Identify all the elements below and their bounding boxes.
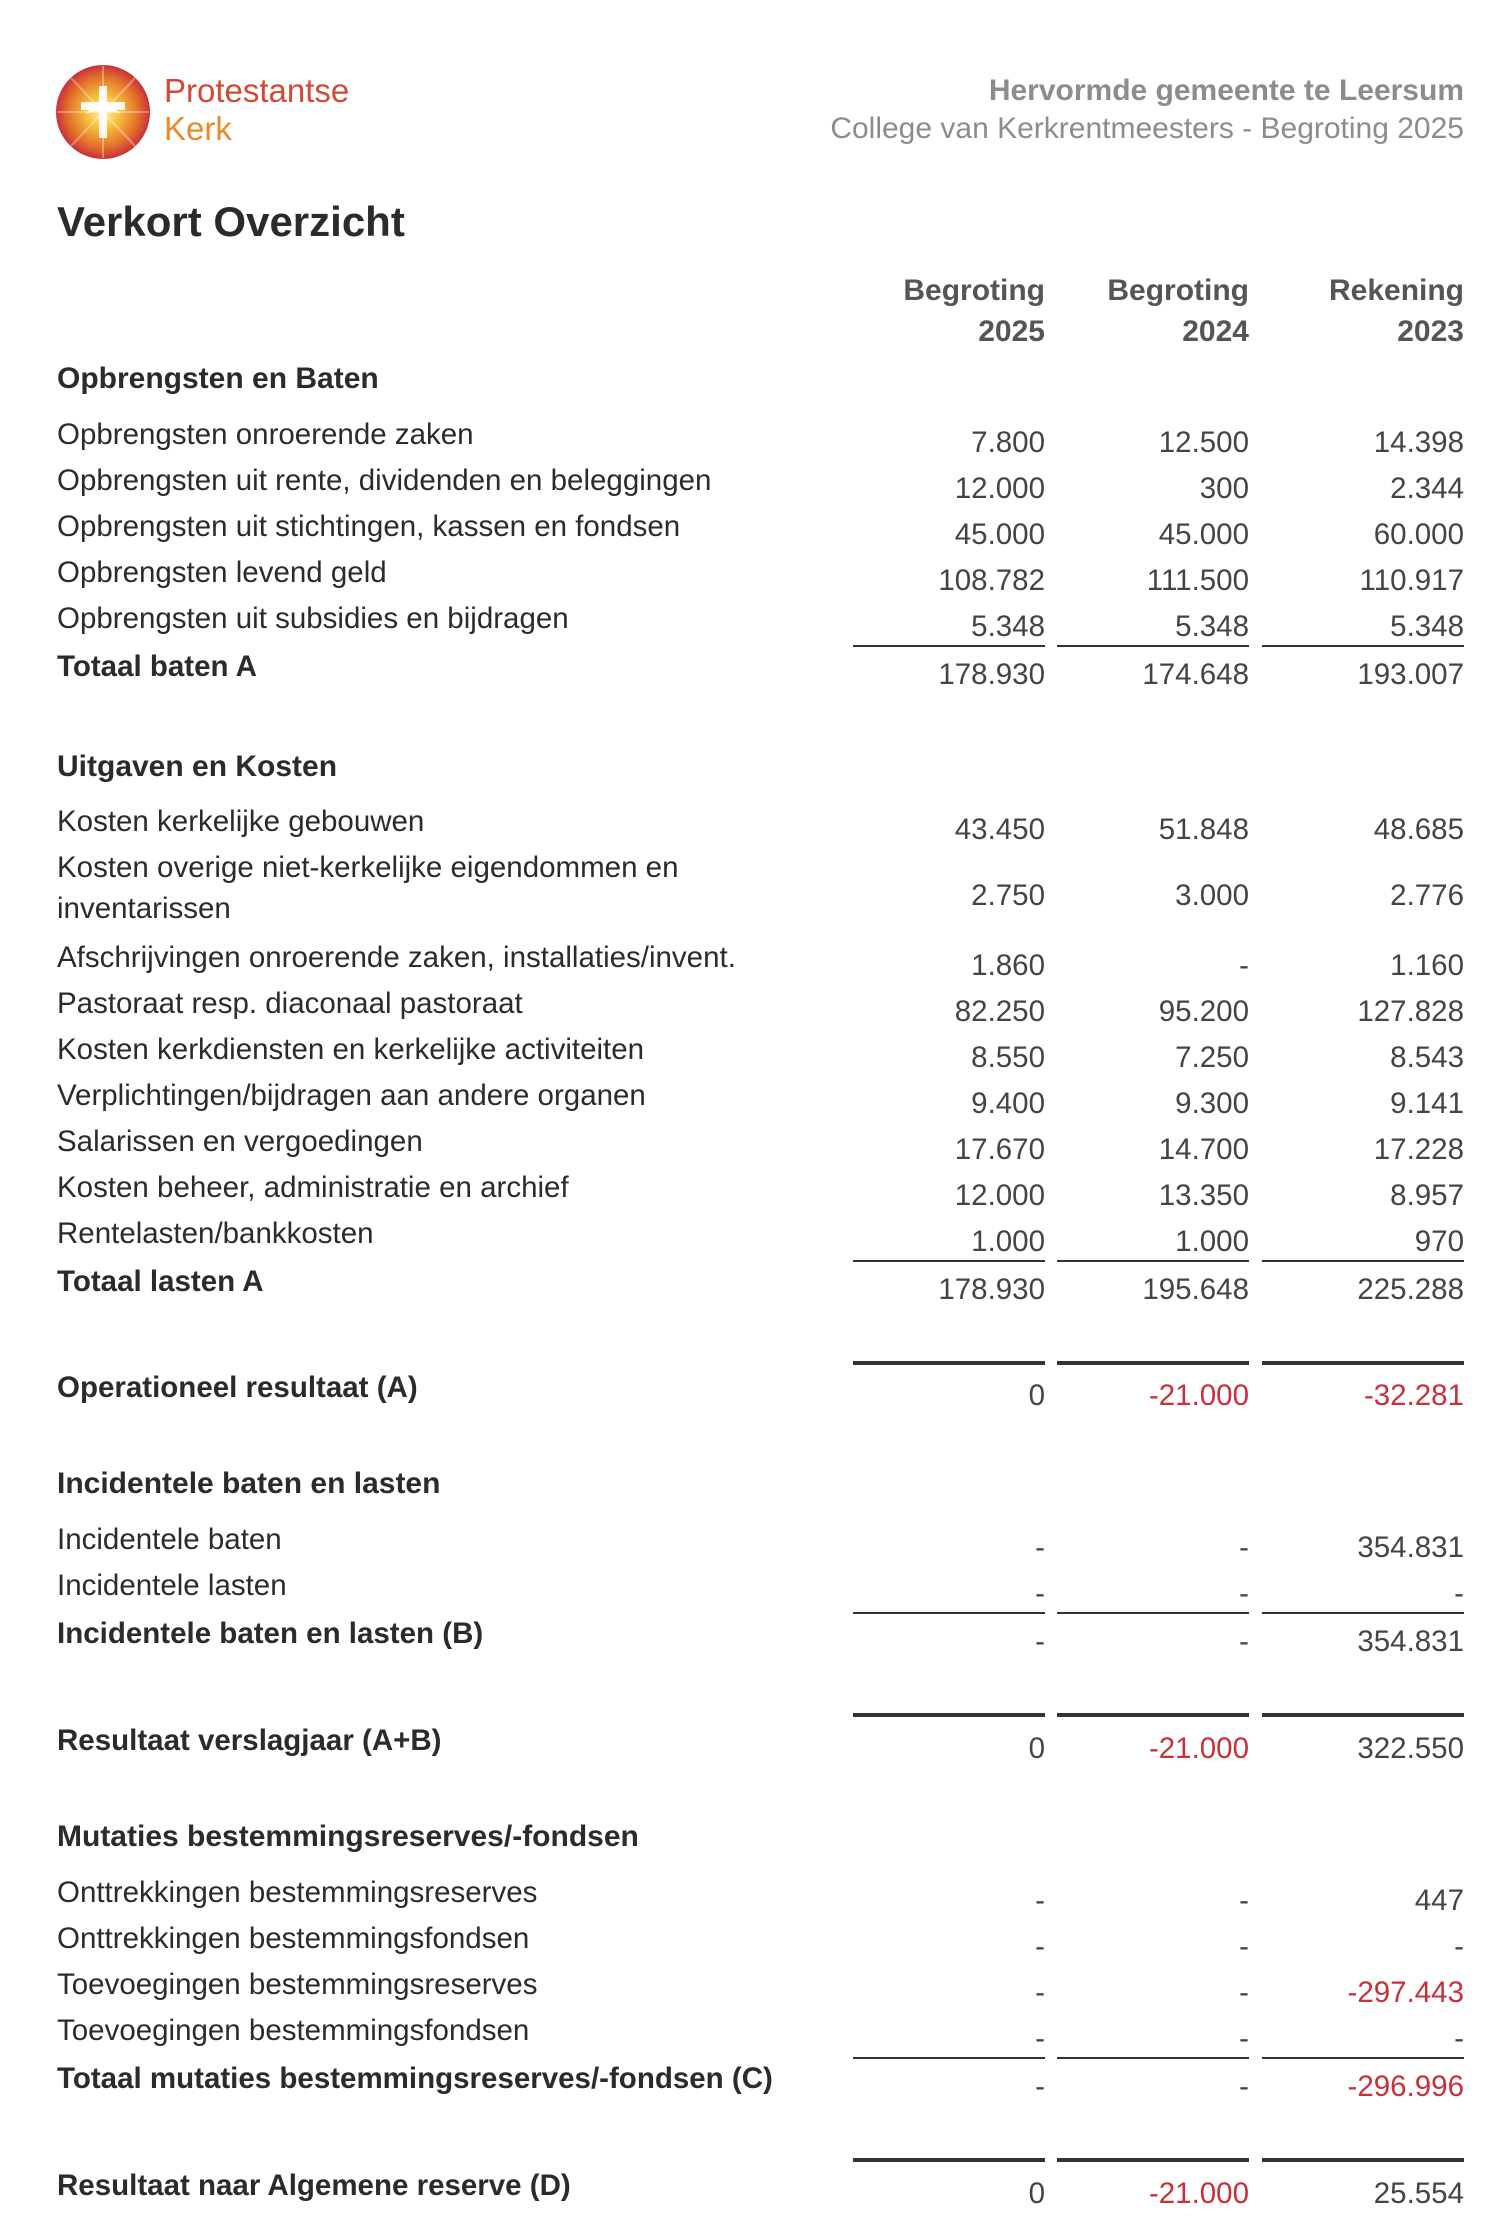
row-label: Salarissen en vergoedingen [57,1125,423,1158]
value-2023: 110.917 [1359,564,1464,597]
value-2025: 0 [1028,1379,1045,1412]
value-2024: 5.348 [1175,610,1249,643]
section-heading-lasten: Uitgaven en Kosten [57,750,338,783]
value-2024: 195.648 [1142,1273,1249,1306]
value-2024: - [1239,1884,1249,1917]
value-2024: 300 [1199,472,1249,505]
value-2023: 127.828 [1357,995,1464,1028]
value-2024: - [1239,2022,1249,2055]
value-2025: - [1035,1531,1045,1564]
value-2024: - [1239,949,1249,982]
value-2023: 14.398 [1373,426,1464,459]
row-label: Incidentele baten [57,1523,282,1556]
result-rule [1262,1713,1464,1717]
value-2023: - [1454,1930,1464,1963]
result-rule [1057,2158,1249,2162]
result-rule [1057,1361,1249,1365]
document-header [830,72,1464,148]
column-header-begroting-2025 [835,270,1045,352]
row-label: Kosten beheer, administratie en archief [57,1171,569,1204]
value-2024: 12.500 [1158,426,1249,459]
row-label: Toevoegingen bestemmingsreserves [57,1968,538,2001]
row-label: Incidentele lasten [57,1569,287,1602]
table-row [0,552,1502,598]
value-2023: 193.007 [1357,658,1464,691]
value-2025: - [1035,1625,1045,1658]
result-rule [853,1361,1045,1365]
value-2023: 354.831 [1357,1625,1464,1658]
result-row-verslagjaar [0,1720,1502,1766]
value-2025: 178.930 [938,658,1045,691]
value-2024: - [1239,1625,1249,1658]
column-header-line1: Begroting [903,274,1045,307]
row-label: Operationeel resultaat (A) [57,1371,418,1404]
row-label: Opbrengsten uit stichtingen, kassen en fondsen [57,510,681,543]
row-label: Pastoraat resp. diaconaal pastoraat [57,987,523,1020]
value-2024: 174.648 [1142,658,1249,691]
row-label: Opbrengsten onroerende zaken [57,418,474,451]
row-label: Resultaat naar Algemene reserve (D) [57,2169,571,2202]
value-2024: 111.500 [1146,564,1249,597]
row-label: Toevoegingen bestemmingsfondsen [57,2014,530,2047]
value-2025: 17.670 [954,1133,1045,1166]
total-row-baten [0,646,1502,692]
table-row [0,847,1502,937]
result-rule [1262,2158,1464,2162]
value-2023: 225.288 [1357,1273,1464,1306]
total-row-lasten [0,1261,1502,1307]
section-heading-mutaties: Mutaties bestemmingsreserves/-fondsen [57,1820,639,1853]
value-2025: - [1035,1577,1045,1610]
table-row [0,506,1502,552]
value-2025: - [1035,1976,1045,2009]
result-row-operationeel [0,1367,1502,1413]
value-2023: 447 [1414,1884,1464,1917]
value-2024: 7.250 [1175,1041,1249,1074]
document-subtitle: College van Kerkrentmeesters - Begroting 2025 [830,112,1464,145]
value-2025: 1.860 [971,949,1045,982]
logo-wordmark [164,72,349,148]
logo-line-1: Protestantse [164,72,350,109]
column-header-line2: 2023 [1397,315,1464,348]
value-2023: 8.957 [1390,1179,1464,1212]
column-header-line2: 2024 [1182,315,1249,348]
value-2023: 8.543 [1390,1041,1464,1074]
row-label: Onttrekkingen bestemmingsfondsen [57,1922,530,1955]
table-row [0,1213,1502,1259]
value-2023: 48.685 [1373,813,1464,846]
table-row [0,1565,1502,1611]
value-2025: 2.750 [971,879,1045,912]
table-row [0,414,1502,460]
value-2023: 25.554 [1373,2177,1464,2210]
value-2023: - [1454,2022,1464,2055]
value-2024: 95.200 [1158,995,1249,1028]
table-row [0,2010,1502,2056]
table-row [0,460,1502,506]
table-row [0,801,1502,847]
value-2024: - [1239,1930,1249,1963]
table-row [0,937,1502,983]
value-2025: 9.400 [971,1087,1045,1120]
row-label [57,847,679,929]
value-2023: -297.443 [1347,1976,1464,2009]
value-2025: 45.000 [954,518,1045,551]
value-2025: - [1035,1884,1045,1917]
row-label: Kosten kerkelijke gebouwen [57,805,425,838]
row-label: Opbrengsten levend geld [57,556,387,589]
value-2023: 60.000 [1373,518,1464,551]
value-2025: - [1035,2070,1045,2103]
value-2025: 82.250 [954,995,1045,1028]
page-title: Verkort Overzicht [57,198,405,245]
table-row [0,1167,1502,1213]
row-label: Opbrengsten uit subsidies en bijdragen [57,602,569,635]
result-rule [853,1713,1045,1717]
row-label: Incidentele baten en lasten (B) [57,1617,484,1650]
total-row-mutaties [0,2058,1502,2104]
value-2024: 13.350 [1158,1179,1249,1212]
result-rule [1057,1713,1249,1717]
row-label: Verplichtingen/bijdragen aan andere organen [57,1079,646,1112]
value-2024: 1.000 [1175,1225,1249,1258]
value-2025: 5.348 [971,610,1045,643]
table-row [0,1964,1502,2010]
value-2023: 9.141 [1390,1087,1464,1120]
table-row [0,1519,1502,1565]
value-2023: -296.996 [1347,2070,1464,2103]
result-row-algemene-reserve [0,2165,1502,2211]
table-row [0,1918,1502,1964]
value-2025: 0 [1028,1732,1045,1765]
organization-name: Hervormde gemeente te Leersum [988,74,1464,107]
row-label: Opbrengsten uit rente, dividenden en beleggingen [57,464,712,497]
value-2024: - [1239,1976,1249,2009]
table-row [0,1029,1502,1075]
value-2024: -21.000 [1148,1732,1249,1765]
value-2023: 970 [1414,1225,1464,1258]
value-2025: - [1035,2022,1045,2055]
value-2023: 1.160 [1390,949,1464,982]
total-row-incidenteel [0,1613,1502,1659]
value-2023: 5.348 [1390,610,1464,643]
row-label: Totaal baten A [57,650,257,683]
result-rule [1262,1361,1464,1365]
value-2025: 108.782 [938,564,1045,597]
value-2024: -21.000 [1148,2177,1249,2210]
value-2024: 45.000 [1158,518,1249,551]
table-row [0,1121,1502,1167]
value-2023: 2.776 [1390,879,1464,912]
table-row [0,598,1502,644]
value-2025: 12.000 [954,472,1045,505]
value-2024: - [1239,1531,1249,1564]
value-2025: 7.800 [971,426,1045,459]
column-header-line2: 2025 [978,315,1045,348]
value-2023: -32.281 [1363,1379,1464,1412]
value-2025: 43.450 [954,813,1045,846]
table-row [0,1872,1502,1918]
column-header-line1: Begroting [1107,274,1249,307]
table-row [0,983,1502,1029]
value-2025: 1.000 [971,1225,1045,1258]
value-2024: 14.700 [1158,1133,1249,1166]
value-2023: 322.550 [1357,1732,1464,1765]
table-row [0,1075,1502,1121]
value-2023: 17.228 [1373,1133,1464,1166]
row-label-line1: Kosten overige niet-kerkelijke eigendommen en [57,851,679,884]
row-label: Kosten kerkdiensten en kerkelijke activiteiten [57,1033,645,1066]
value-2024: 9.300 [1175,1087,1249,1120]
value-2025: 8.550 [971,1041,1045,1074]
value-2023: 2.344 [1390,472,1464,505]
protestantse-kerk-logo-icon [55,64,151,160]
value-2024: - [1239,1577,1249,1610]
value-2024: - [1239,2070,1249,2103]
value-2024: -21.000 [1148,1379,1249,1412]
row-label: Onttrekkingen bestemmingsreserves [57,1876,538,1909]
value-2025: 0 [1028,2177,1045,2210]
value-2025: 12.000 [954,1179,1045,1212]
section-heading-baten: Opbrengsten en Baten [57,362,379,395]
value-2023: 354.831 [1357,1531,1464,1564]
section-heading-incidenteel: Incidentele baten en lasten [57,1467,441,1500]
row-label: Totaal lasten A [57,1265,264,1298]
row-label-line2: inventarissen [57,892,231,925]
value-2024: 3.000 [1175,879,1249,912]
row-label: Totaal mutaties bestemmingsreserves/-fondsen (C) [57,2062,773,2095]
logo-line-2: Kerk [164,110,232,147]
value-2025: - [1035,1930,1045,1963]
row-label: Resultaat verslagjaar (A+B) [57,1724,442,1757]
row-label: Rentelasten/bankkosten [57,1217,374,1250]
value-2025: 178.930 [938,1273,1045,1306]
result-rule [853,2158,1045,2162]
column-header-rekening-2023 [1254,270,1464,352]
value-2023: - [1454,1577,1464,1610]
column-header-line1: Rekening [1328,274,1464,307]
row-label: Afschrijvingen onroerende zaken, installaties/invent. [57,941,736,974]
column-header-begroting-2024 [1039,270,1249,352]
value-2024: 51.848 [1158,813,1249,846]
